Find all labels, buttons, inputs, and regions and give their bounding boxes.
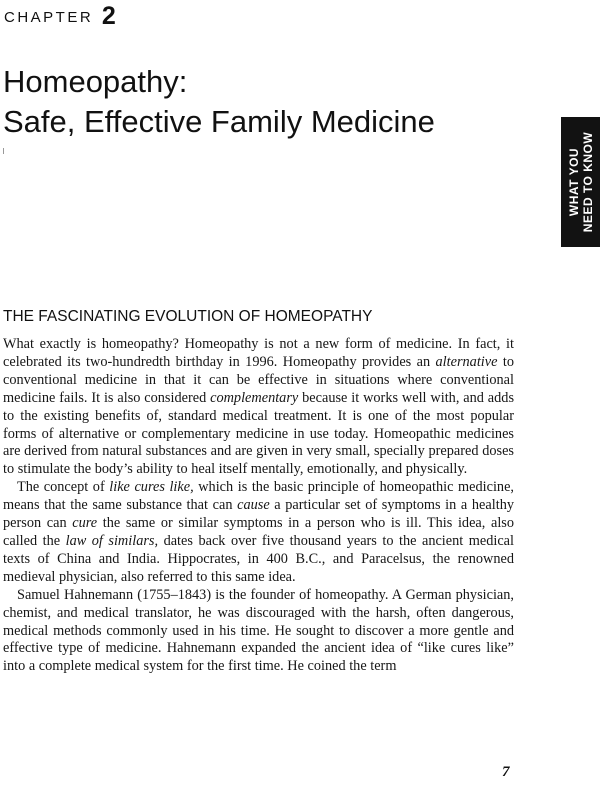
chapter-title-line-2: Safe, Effective Family Medicine	[3, 104, 435, 139]
paragraph-1-segment: because it works well with, and adds to the existing benefits of, standard medical treatment. It is one of the most popular forms of alternative or complementary medicine in use today. Homeopathic medicines are derived from natural substances and are given in very small, specially prepared doses to stimulate the body’s ability to heal itself mentally, emotionally, and physically.	[3, 389, 515, 478]
paragraph-2-segment: a particular set of symptoms in a healthy person can	[3, 497, 514, 532]
paragraph-1-segment: to conventional medicine in that it can be effective in situations where conventional medicine fails. It is also considered	[3, 353, 514, 406]
paragraph-2-segment: dates back over five thousand years to the ancient medical texts of China and India. Hippocrates, in 400 B.C., and Paracelsus, the renowned medieval physician, also referred to this same idea.	[3, 532, 514, 585]
paragraph-2-segment: which is the basic principle of homeopathic medicine, means that the same substance that can	[3, 479, 514, 514]
paragraph-2-italic-segment: law of similars,	[65, 532, 159, 549]
paragraph-3	[3, 587, 514, 677]
paragraph-2-segment: the same or similar symptoms in a person who is ill. This idea, also called the	[3, 515, 515, 549]
paragraph-2-italic-segment: cure	[72, 515, 98, 532]
paragraph-3-segment: Samuel Hahnemann (1755–1843) is the founder of homeopathy. A German physician, chemist, and medical translator, he was discouraged with the harsh, often dangerous, medical methods commonly used in his time. He sought to discover a more gentle and effective type of medicine. Hahnemann expanded the ancient idea of “like cures like” into a complete medical system for the first time. He coined the term	[3, 586, 514, 675]
paragraph-2-italic-segment: cause	[237, 497, 270, 514]
chapter-word: CHAPTER	[4, 9, 94, 26]
body-text	[3, 336, 514, 676]
paragraph-2-italic-segment: like cures like,	[109, 479, 194, 496]
paragraph-1	[3, 336, 514, 479]
stray-mark	[3, 148, 7, 154]
paragraph-2	[3, 479, 514, 586]
chapter-title	[3, 62, 435, 142]
paragraph-1-segment: What exactly is homeopathy? Homeopathy is not a new form of medicine. In fact, it celebrated its two-hundredth birthday in 1996. Homeopathy provides an	[3, 336, 514, 370]
side-tab-line-2: NEED TO KNOW	[580, 131, 595, 233]
chapter-label	[4, 2, 116, 31]
chapter-title-line-1: Homeopathy:	[3, 64, 188, 99]
paragraph-2-segment: The concept of	[17, 479, 110, 496]
chapter-number: 2	[101, 2, 116, 30]
side-tab	[561, 117, 600, 247]
paragraph-1-italic-segment: alternative	[435, 353, 498, 370]
side-tab-line-1: WHAT YOU	[566, 147, 581, 217]
page-number: 7	[502, 764, 510, 780]
side-tab-text	[567, 132, 595, 232]
section-heading: THE FASCINATING EVOLUTION OF HOMEOPATHY	[3, 308, 373, 325]
paragraph-1-italic-segment: complementary	[210, 389, 299, 406]
